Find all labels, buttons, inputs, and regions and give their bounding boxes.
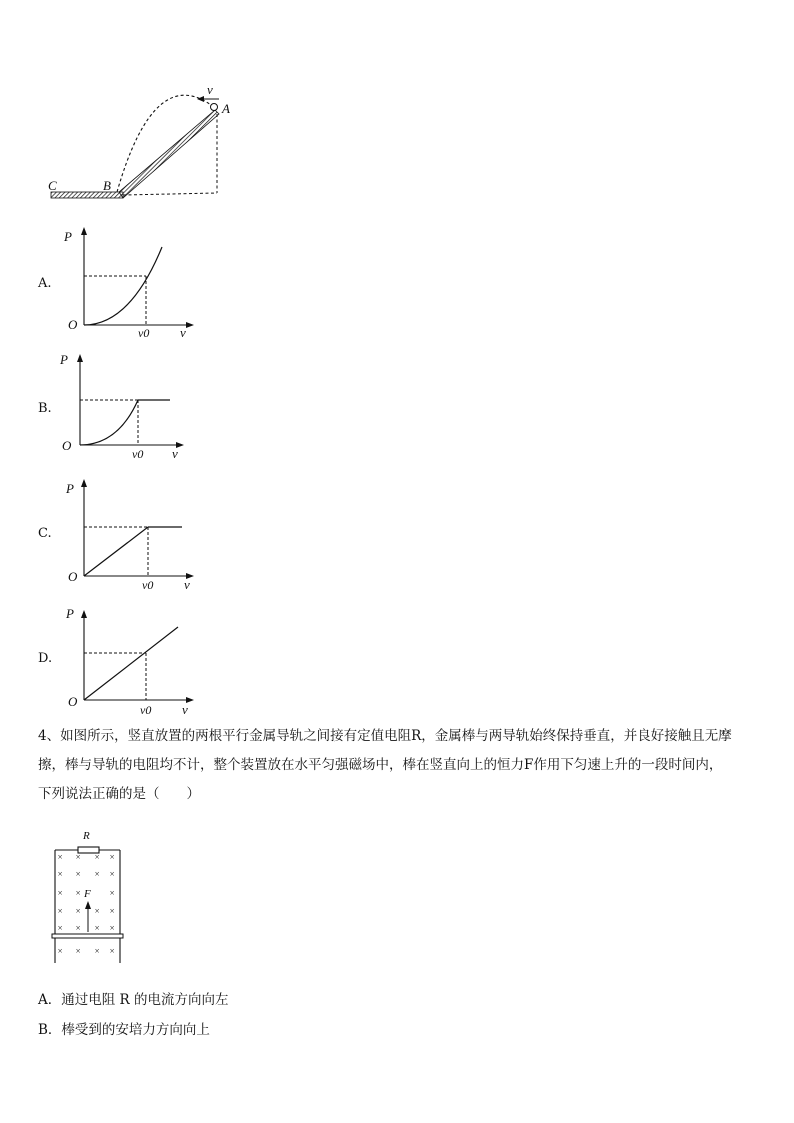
svg-text:×: ×	[75, 852, 82, 862]
svg-text:×: ×	[94, 869, 101, 879]
magnetic-field-marks	[57, 852, 115, 956]
svg-text:×: ×	[75, 946, 82, 956]
metal-rod	[52, 934, 123, 938]
option-d-graph	[60, 600, 200, 718]
svg-text:P: P	[64, 229, 72, 244]
svg-text:×: ×	[57, 888, 64, 898]
svg-text:×: ×	[57, 852, 64, 862]
svg-text:×: ×	[94, 852, 101, 862]
svg-text:v0: v0	[132, 447, 144, 461]
ball	[211, 104, 218, 111]
svg-text:×: ×	[109, 923, 116, 933]
svg-text:P: P	[66, 481, 74, 496]
question-4-line-1: 4、如图所示，竖直放置的两根平行金属导轨之间接有定值电阻R，金属棒与两导轨始终保持垂直，并良好接触且无摩	[38, 728, 732, 744]
svg-text:O: O	[68, 694, 78, 709]
svg-text:v: v	[184, 577, 190, 590]
svg-text:O: O	[68, 317, 78, 332]
svg-text:×: ×	[109, 946, 116, 956]
svg-text:v: v	[180, 325, 186, 340]
question-4-line-2: 擦，棒与导轨的电阻均不计，整个装置放在水平匀强磁场中，棒在竖直向上的恒力F作用下匀速上升的一段时间内，	[38, 757, 723, 773]
rail-circuit-figure	[50, 825, 130, 970]
svg-text:×: ×	[109, 888, 116, 898]
svg-text:v0: v0	[140, 703, 152, 717]
incline-figure	[45, 80, 245, 205]
answer-a: A．通过电阻 R 的电流方向向左	[38, 992, 229, 1008]
answer-b: B．棒受到的安培力方向向上	[38, 1022, 210, 1038]
option-b-graph	[58, 350, 198, 465]
svg-text:v: v	[182, 702, 188, 717]
svg-text:×: ×	[75, 869, 82, 879]
svg-text:×: ×	[57, 906, 64, 916]
ground-surface	[51, 192, 123, 198]
option-a-graph	[60, 225, 200, 340]
svg-text:×: ×	[109, 906, 116, 916]
svg-text:×: ×	[94, 906, 101, 916]
option-c-graph	[60, 475, 200, 590]
svg-text:×: ×	[57, 923, 64, 933]
label-v: v	[207, 82, 213, 97]
svg-text:×: ×	[75, 923, 82, 933]
question-4-line-3: 下列说法正确的是（ ）	[38, 786, 200, 802]
trajectory-path	[117, 95, 215, 192]
svg-text:×: ×	[75, 888, 82, 898]
svg-text:F: F	[84, 888, 91, 900]
svg-text:×: ×	[109, 869, 116, 879]
svg-text:×: ×	[109, 852, 116, 862]
option-c-label: C.	[38, 526, 52, 541]
svg-text:×: ×	[75, 906, 82, 916]
option-d-label: D.	[38, 651, 53, 666]
svg-text:v0: v0	[142, 578, 154, 590]
incline-surface	[119, 110, 219, 198]
option-b-label: B.	[38, 401, 52, 416]
svg-text:v0: v0	[138, 326, 150, 340]
svg-text:v: v	[172, 446, 178, 461]
label-c: C	[48, 178, 57, 193]
svg-text:P: P	[66, 606, 74, 621]
svg-text:O: O	[62, 438, 72, 453]
question-4-text	[38, 722, 760, 809]
option-a-label: A.	[38, 276, 52, 291]
svg-text:×: ×	[94, 923, 101, 933]
svg-text:×: ×	[57, 946, 64, 956]
svg-text:×: ×	[57, 869, 64, 879]
svg-text:R: R	[83, 830, 90, 842]
label-b: B	[103, 178, 111, 193]
svg-text:O: O	[68, 569, 78, 584]
svg-text:×: ×	[94, 946, 101, 956]
svg-text:P: P	[60, 352, 68, 367]
label-a: A	[222, 101, 230, 116]
